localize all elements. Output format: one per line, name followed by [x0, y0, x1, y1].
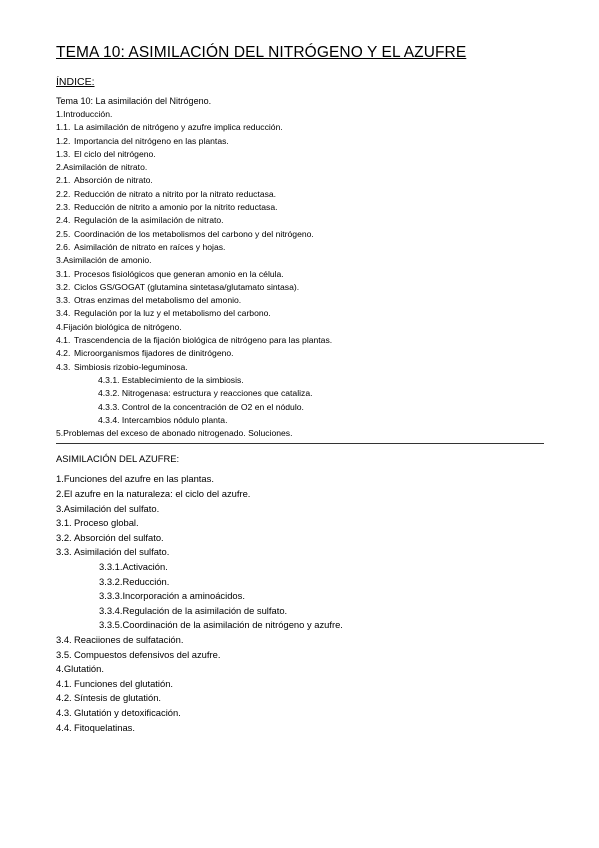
toc-item: [56, 294, 544, 307]
toc-item-text: Fitoquelatinas.: [74, 721, 135, 733]
toc-item-number: 3.1.: [56, 517, 72, 529]
toc-item-text: Introducción.: [63, 109, 113, 119]
toc-item: [56, 268, 544, 281]
toc-item: [56, 691, 544, 706]
page-title: TEMA 10: ASIMILACIÓN DEL NITRÓGENO Y EL AZUFRE: [56, 44, 467, 61]
toc-item-number: 3.1.: [56, 268, 71, 279]
section-divider: [56, 443, 544, 444]
toc-item-text: Asimilación de amonio.: [63, 255, 152, 266]
toc-item: [56, 487, 544, 502]
toc-item-text: Ciclos GS/GOGAT (glutamina sintetasa/glutamato sintasa).: [74, 281, 300, 292]
toc-item-text: Regulación de la asimilación de nitrato.: [74, 215, 224, 226]
toc-item-text: 4.3.4. Intercambios nódulo planta.: [98, 414, 228, 425]
toc-item: [56, 589, 544, 604]
toc-item-number: 4.: [56, 321, 64, 332]
toc-item-text: Proceso global.: [74, 517, 139, 529]
toc-item-text: Síntesis de glutatión.: [74, 692, 162, 704]
toc-item-text: Coordinación de los metabolismos del carbono y del nitrógeno.: [74, 228, 314, 239]
toc-item-text: El ciclo del nitrógeno.: [74, 148, 156, 159]
toc-item: [56, 545, 544, 560]
toc-item-number: 4.3.: [56, 361, 71, 372]
toc-item-text: 3.3.4.Regulación de la asimilación de sulfato.: [99, 604, 288, 616]
toc-item-text: Absorción de nitrato.: [74, 175, 153, 186]
toc-item-text: Problemas del exceso de abonado nitrogenado. Soluciones.: [63, 428, 293, 439]
toc-item-text: 3.3.2.Reducción.: [99, 575, 170, 587]
toc-item-text: El azufre en la naturaleza: el ciclo del azufre.: [63, 488, 251, 500]
toc-item: [56, 374, 544, 387]
toc-item-number: 1.: [56, 473, 64, 485]
nitrogen-toc-list: [56, 108, 544, 440]
toc-item: [56, 254, 544, 267]
toc-item-number: 3.5.: [56, 648, 72, 660]
toc-item-text: Trascendencia de la fijación biológica de nitrógeno para las plantas.: [74, 335, 333, 346]
toc-item-text: 3.3.5.Coordinación de la asimilación de nitrógeno y azufre.: [99, 619, 343, 631]
index-heading: ÍNDICE:: [56, 76, 95, 88]
toc-item: [56, 387, 544, 400]
toc-item: [56, 560, 544, 575]
sulfur-toc-list: [56, 472, 544, 735]
toc-item-number: 1.3.: [56, 148, 71, 159]
toc-item: [56, 531, 544, 546]
toc-item-number: 4.4.: [56, 721, 72, 733]
toc-item-number: 1.1.: [56, 122, 71, 133]
toc-item-text: Glutatión.: [63, 663, 104, 675]
toc-item-number: 4.2.: [56, 348, 71, 359]
toc-item-number: 4.2.: [56, 692, 72, 704]
toc-item-number: 3.4.: [56, 308, 71, 319]
toc-item: [56, 135, 544, 148]
tema-line: Tema 10: La asimilación del Nitrógeno.: [56, 96, 212, 106]
toc-item: [56, 706, 544, 721]
toc-item-text: Absorción del sulfato.: [74, 531, 164, 543]
toc-item-text: 3.3.1.Activación.: [99, 560, 168, 572]
toc-item-number: 2.: [56, 488, 64, 500]
toc-item: [56, 677, 544, 692]
toc-item: [56, 662, 544, 677]
toc-item: [56, 618, 544, 633]
toc-item-number: 2.: [56, 162, 64, 173]
toc-item: [56, 427, 544, 440]
toc-item-text: Otras enzimas del metabolismo del amonio.: [74, 295, 242, 306]
toc-item-number: 3.2.: [56, 281, 71, 292]
toc-item-number: 3.4.: [56, 633, 72, 645]
toc-item: [56, 108, 544, 121]
toc-item: [56, 414, 544, 427]
toc-item-text: Procesos fisiológicos que generan amonio en la célula.: [74, 268, 284, 279]
toc-item-number: 2.5.: [56, 228, 71, 239]
toc-item-number: 4.3.: [56, 706, 72, 718]
toc-item: [56, 334, 544, 347]
toc-item: [56, 347, 544, 360]
toc-item-number: 2.6.: [56, 241, 71, 252]
toc-item: [56, 502, 544, 517]
toc-item: [56, 633, 544, 648]
toc-item: [56, 148, 544, 161]
toc-item-text: Asimilación de nitrato en raíces y hojas.: [74, 241, 226, 252]
toc-item-number: 1.: [56, 109, 64, 119]
toc-item-text: Microorganismos fijadores de dinitrógeno.: [74, 348, 234, 359]
toc-item-number: 3.3.: [56, 295, 71, 306]
toc-item-number: 2.1.: [56, 175, 71, 186]
sulfur-section-title: ASIMILACIÓN DEL AZUFRE:: [56, 453, 180, 465]
toc-item-number: 4.1.: [56, 335, 71, 346]
toc-item-number: 2.2.: [56, 188, 71, 199]
toc-item: [56, 648, 544, 663]
toc-item: [56, 516, 544, 531]
toc-item: [56, 228, 544, 241]
toc-item-text: 4.3.1. Establecimiento de la simbiosis.: [98, 374, 244, 385]
toc-item: [56, 472, 544, 487]
toc-item: [56, 604, 544, 619]
toc-item: [56, 174, 544, 187]
toc-item: [56, 214, 544, 227]
toc-item: [56, 721, 544, 736]
toc-item-text: Glutatión y detoxificación.: [74, 706, 181, 718]
toc-item-number: 4.: [56, 663, 64, 675]
toc-item-number: 3.2.: [56, 531, 72, 543]
toc-item-number: 3.: [56, 255, 64, 266]
toc-item-text: Reducción de nitrato a nitrito por la nitrato reductasa.: [74, 188, 277, 199]
toc-item-number: 4.1.: [56, 677, 72, 689]
toc-item-text: Compuestos defensivos del azufre.: [74, 648, 221, 660]
toc-item-number: 3.: [56, 502, 64, 514]
toc-item: [56, 161, 544, 174]
toc-item-number: 3.3.: [56, 546, 72, 558]
toc-item-number: 2.3.: [56, 202, 71, 213]
toc-item-text: Simbiosis rizobio-leguminosa.: [74, 361, 188, 372]
toc-item-number: 5.: [56, 428, 64, 439]
toc-item: [56, 361, 544, 374]
toc-item: [56, 241, 544, 254]
toc-item-text: Asimilación del sulfato.: [63, 502, 160, 514]
toc-item: [56, 201, 544, 214]
toc-item: [56, 121, 544, 134]
toc-item-text: Asimilación de nitrato.: [63, 162, 148, 173]
toc-item-text: Fijación biológica de nitrógeno.: [63, 321, 182, 332]
toc-item: [56, 575, 544, 590]
toc-item: [56, 401, 544, 414]
toc-item-number: 2.4.: [56, 215, 71, 226]
toc-item: [56, 188, 544, 201]
toc-item-text: 4.3.2. Nitrogenasa: estructura y reacciones que cataliza.: [98, 388, 313, 399]
toc-item-text: 3.3.3.Incorporación a aminoácidos.: [99, 590, 245, 602]
toc-item-text: Funciones del glutatión.: [74, 677, 174, 689]
toc-item-text: Asimilación del sulfato.: [74, 546, 170, 558]
toc-item-text: 4.3.3. Control de la concentración de O2 en el nódulo.: [98, 401, 304, 412]
toc-item-text: Regulación por la luz y el metabolismo del carbono.: [74, 308, 271, 319]
document-page: [56, 40, 544, 735]
toc-item-text: La asimilación de nitrógeno y azufre implica reducción.: [74, 122, 283, 133]
toc-item-text: Importancia del nitrógeno en las plantas.: [74, 135, 229, 146]
toc-item-number: 1.2.: [56, 135, 71, 146]
toc-item: [56, 321, 544, 334]
toc-item: [56, 307, 544, 320]
toc-item-text: Reaciiones de sulfatación.: [74, 633, 184, 645]
toc-item: [56, 281, 544, 294]
toc-item-text: Reducción de nitrito a amonio por la nitrito reductasa.: [74, 202, 278, 213]
toc-item-text: Funciones del azufre en las plantas.: [63, 473, 214, 485]
